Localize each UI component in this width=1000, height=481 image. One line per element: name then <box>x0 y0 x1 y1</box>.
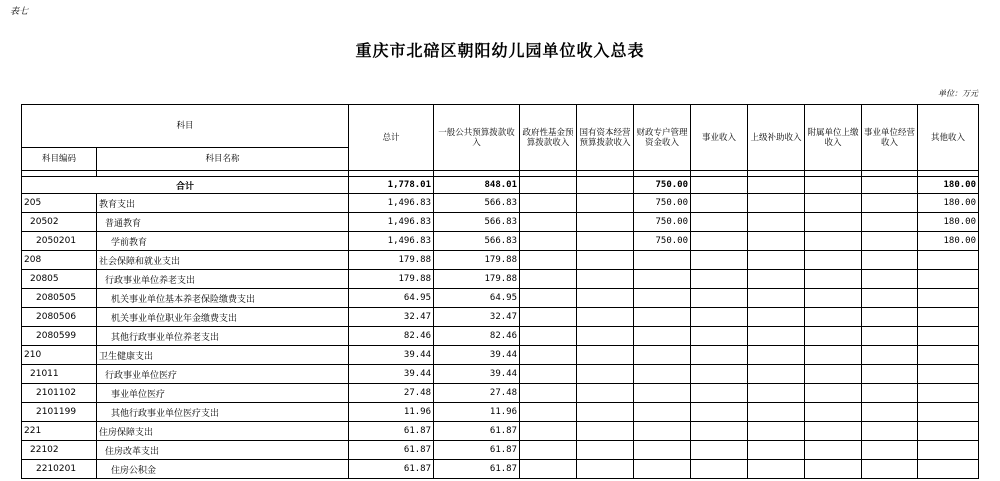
cell-general-budget: 11.96 <box>434 403 520 422</box>
cell-name: 事业单位医疗 <box>97 384 349 403</box>
cell-fiscal-special: 750.00 <box>634 232 691 251</box>
cell-gov-fund <box>520 213 577 232</box>
cell-gov-fund <box>520 403 577 422</box>
cell-name: 普通教育 <box>97 213 349 232</box>
total-state-capital <box>577 177 634 194</box>
cell-fiscal-special <box>634 346 691 365</box>
cell-gov-fund <box>520 327 577 346</box>
cell-name: 住房改革支出 <box>97 441 349 460</box>
cell-name: 机关事业单位职业年金缴费支出 <box>97 308 349 327</box>
cell-other <box>918 289 979 308</box>
cell-fiscal-special <box>634 460 691 479</box>
cell-business <box>691 270 748 289</box>
cell-state-capital <box>577 194 634 213</box>
total-general-budget: 848.01 <box>434 177 520 194</box>
cell-total: 27.48 <box>349 384 434 403</box>
header-subject: 科目 <box>22 105 349 148</box>
cell-fiscal-special <box>634 365 691 384</box>
cell-gov-fund <box>520 384 577 403</box>
cell-superior-subsidy <box>748 194 805 213</box>
total-fiscal-special: 750.00 <box>634 177 691 194</box>
cell-fiscal-special <box>634 403 691 422</box>
cell-name: 其他行政事业单位医疗支出 <box>97 403 349 422</box>
total-label: 合计 <box>22 177 349 194</box>
income-table <box>21 104 979 479</box>
cell-fiscal-special <box>634 289 691 308</box>
cell-state-capital <box>577 365 634 384</box>
cell-fiscal-special: 750.00 <box>634 194 691 213</box>
total-other: 180.00 <box>918 177 979 194</box>
cell-code: 208 <box>22 251 97 270</box>
cell-gov-fund <box>520 289 577 308</box>
cell-name: 行政事业单位医疗 <box>97 365 349 384</box>
cell-other <box>918 441 979 460</box>
cell-fiscal-special <box>634 384 691 403</box>
cell-code: 2080505 <box>22 289 97 308</box>
cell-code: 221 <box>22 422 97 441</box>
cell-state-capital <box>577 403 634 422</box>
cell-state-capital <box>577 346 634 365</box>
cell-total: 82.46 <box>349 327 434 346</box>
cell-state-capital <box>577 384 634 403</box>
header-affiliated: 附属单位上缴收入 <box>805 105 862 171</box>
header-fiscal-special: 财政专户管理资金收入 <box>634 105 691 171</box>
cell-business <box>691 213 748 232</box>
total-row <box>22 177 979 194</box>
cell-affiliated <box>805 422 862 441</box>
cell-business-operation <box>862 403 918 422</box>
total-business <box>691 177 748 194</box>
cell-general-budget: 61.87 <box>434 422 520 441</box>
cell-state-capital <box>577 251 634 270</box>
cell-business-operation <box>862 346 918 365</box>
cell-fiscal-special <box>634 422 691 441</box>
table-row <box>22 270 979 289</box>
unit-label: 单位：万元 <box>938 89 978 98</box>
cell-name: 行政事业单位养老支出 <box>97 270 349 289</box>
cell-gov-fund <box>520 460 577 479</box>
cell-fiscal-special <box>634 441 691 460</box>
cell-total: 1,496.83 <box>349 232 434 251</box>
cell-superior-subsidy <box>748 403 805 422</box>
cell-affiliated <box>805 346 862 365</box>
cell-superior-subsidy <box>748 460 805 479</box>
cell-other <box>918 346 979 365</box>
cell-code: 22102 <box>22 441 97 460</box>
cell-total: 39.44 <box>349 346 434 365</box>
cell-business <box>691 194 748 213</box>
cell-business-operation <box>862 270 918 289</box>
cell-business <box>691 441 748 460</box>
cell-business <box>691 460 748 479</box>
cell-other <box>918 384 979 403</box>
cell-affiliated <box>805 384 862 403</box>
cell-business <box>691 232 748 251</box>
cell-business <box>691 308 748 327</box>
cell-general-budget: 32.47 <box>434 308 520 327</box>
header-other: 其他收入 <box>918 105 979 171</box>
table-number-label: 表七 <box>10 7 29 17</box>
cell-state-capital <box>577 327 634 346</box>
header-name: 科目名称 <box>97 148 349 171</box>
cell-general-budget: 61.87 <box>434 460 520 479</box>
cell-code: 2101102 <box>22 384 97 403</box>
cell-affiliated <box>805 270 862 289</box>
cell-business-operation <box>862 289 918 308</box>
cell-gov-fund <box>520 365 577 384</box>
header-general-budget: 一般公共预算拨款收入 <box>434 105 520 171</box>
cell-gov-fund <box>520 232 577 251</box>
cell-gov-fund <box>520 346 577 365</box>
cell-state-capital <box>577 213 634 232</box>
cell-other <box>918 365 979 384</box>
cell-affiliated <box>805 403 862 422</box>
cell-general-budget: 179.88 <box>434 270 520 289</box>
cell-state-capital <box>577 289 634 308</box>
cell-business-operation <box>862 441 918 460</box>
cell-superior-subsidy <box>748 232 805 251</box>
cell-business <box>691 365 748 384</box>
cell-name: 住房保障支出 <box>97 422 349 441</box>
cell-total: 32.47 <box>349 308 434 327</box>
cell-gov-fund <box>520 422 577 441</box>
cell-gov-fund <box>520 441 577 460</box>
cell-other: 180.00 <box>918 194 979 213</box>
cell-fiscal-special <box>634 327 691 346</box>
table-row <box>22 365 979 384</box>
cell-superior-subsidy <box>748 422 805 441</box>
cell-general-budget: 82.46 <box>434 327 520 346</box>
table-row <box>22 346 979 365</box>
cell-name: 教育支出 <box>97 194 349 213</box>
total-superior-subsidy <box>748 177 805 194</box>
cell-code: 2080506 <box>22 308 97 327</box>
cell-affiliated <box>805 213 862 232</box>
header-business-operation: 事业单位经营收入 <box>862 105 918 171</box>
table-row <box>22 441 979 460</box>
cell-affiliated <box>805 232 862 251</box>
cell-name: 卫生健康支出 <box>97 346 349 365</box>
table-row <box>22 403 979 422</box>
cell-state-capital <box>577 441 634 460</box>
total-business-operation <box>862 177 918 194</box>
cell-gov-fund <box>520 270 577 289</box>
table-row <box>22 384 979 403</box>
header-gov-fund: 政府性基金预算拨款收入 <box>520 105 577 171</box>
cell-superior-subsidy <box>748 270 805 289</box>
table-row <box>22 422 979 441</box>
cell-affiliated <box>805 365 862 384</box>
cell-name: 其他行政事业单位养老支出 <box>97 327 349 346</box>
header-superior-subsidy: 上级补助收入 <box>748 105 805 171</box>
cell-other: 180.00 <box>918 213 979 232</box>
table-row <box>22 327 979 346</box>
cell-fiscal-special <box>634 270 691 289</box>
cell-general-budget: 566.83 <box>434 213 520 232</box>
cell-general-budget: 566.83 <box>434 232 520 251</box>
cell-code: 20502 <box>22 213 97 232</box>
cell-total: 179.88 <box>349 270 434 289</box>
cell-state-capital <box>577 270 634 289</box>
cell-affiliated <box>805 251 862 270</box>
cell-code: 2101199 <box>22 403 97 422</box>
cell-code: 205 <box>22 194 97 213</box>
table-row <box>22 289 979 308</box>
cell-business-operation <box>862 327 918 346</box>
cell-gov-fund <box>520 308 577 327</box>
cell-fiscal-special: 750.00 <box>634 213 691 232</box>
cell-other <box>918 308 979 327</box>
cell-superior-subsidy <box>748 384 805 403</box>
header-state-capital: 国有资本经营预算拨款收入 <box>577 105 634 171</box>
table-row <box>22 232 979 251</box>
cell-state-capital <box>577 460 634 479</box>
cell-total: 1,496.83 <box>349 194 434 213</box>
header-code: 科目编码 <box>22 148 97 171</box>
cell-fiscal-special <box>634 308 691 327</box>
cell-business-operation <box>862 194 918 213</box>
table-row <box>22 460 979 479</box>
cell-code: 2080599 <box>22 327 97 346</box>
cell-superior-subsidy <box>748 327 805 346</box>
cell-code: 2050201 <box>22 232 97 251</box>
cell-general-budget: 39.44 <box>434 346 520 365</box>
cell-business <box>691 327 748 346</box>
cell-general-budget: 27.48 <box>434 384 520 403</box>
cell-total: 61.87 <box>349 422 434 441</box>
cell-general-budget: 179.88 <box>434 251 520 270</box>
table-row <box>22 213 979 232</box>
table-row <box>22 251 979 270</box>
header-total: 总计 <box>349 105 434 171</box>
table-row <box>22 308 979 327</box>
cell-total: 1,496.83 <box>349 213 434 232</box>
cell-business <box>691 251 748 270</box>
cell-total: 64.95 <box>349 289 434 308</box>
cell-code: 21011 <box>22 365 97 384</box>
cell-name: 机关事业单位基本养老保险缴费支出 <box>97 289 349 308</box>
cell-business-operation <box>862 251 918 270</box>
cell-other <box>918 327 979 346</box>
cell-code: 210 <box>22 346 97 365</box>
cell-other <box>918 460 979 479</box>
cell-affiliated <box>805 327 862 346</box>
cell-affiliated <box>805 289 862 308</box>
cell-gov-fund <box>520 194 577 213</box>
cell-business <box>691 346 748 365</box>
cell-superior-subsidy <box>748 213 805 232</box>
cell-fiscal-special <box>634 251 691 270</box>
cell-general-budget: 64.95 <box>434 289 520 308</box>
table-row <box>22 194 979 213</box>
header-business: 事业收入 <box>691 105 748 171</box>
cell-total: 11.96 <box>349 403 434 422</box>
cell-superior-subsidy <box>748 346 805 365</box>
cell-other <box>918 403 979 422</box>
cell-other <box>918 422 979 441</box>
cell-total: 39.44 <box>349 365 434 384</box>
cell-general-budget: 566.83 <box>434 194 520 213</box>
cell-business-operation <box>862 422 918 441</box>
cell-total: 179.88 <box>349 251 434 270</box>
cell-state-capital <box>577 308 634 327</box>
cell-name: 住房公积金 <box>97 460 349 479</box>
cell-superior-subsidy <box>748 251 805 270</box>
cell-business-operation <box>862 213 918 232</box>
cell-other: 180.00 <box>918 232 979 251</box>
cell-affiliated <box>805 460 862 479</box>
cell-total: 61.87 <box>349 460 434 479</box>
total-total: 1,778.01 <box>349 177 434 194</box>
cell-affiliated <box>805 441 862 460</box>
cell-business <box>691 403 748 422</box>
cell-business-operation <box>862 384 918 403</box>
cell-affiliated <box>805 194 862 213</box>
cell-business-operation <box>862 365 918 384</box>
cell-affiliated <box>805 308 862 327</box>
cell-business <box>691 289 748 308</box>
cell-name: 学前教育 <box>97 232 349 251</box>
cell-total: 61.87 <box>349 441 434 460</box>
cell-business <box>691 384 748 403</box>
cell-other <box>918 270 979 289</box>
cell-code: 2210201 <box>22 460 97 479</box>
cell-business-operation <box>862 460 918 479</box>
cell-superior-subsidy <box>748 289 805 308</box>
cell-code: 20805 <box>22 270 97 289</box>
cell-superior-subsidy <box>748 365 805 384</box>
cell-state-capital <box>577 422 634 441</box>
total-affiliated <box>805 177 862 194</box>
cell-business-operation <box>862 308 918 327</box>
cell-general-budget: 61.87 <box>434 441 520 460</box>
cell-business <box>691 422 748 441</box>
page-title: 重庆市北碚区朝阳幼儿园单位收入总表 <box>355 41 645 60</box>
cell-superior-subsidy <box>748 308 805 327</box>
total-gov-fund <box>520 177 577 194</box>
cell-superior-subsidy <box>748 441 805 460</box>
cell-business-operation <box>862 232 918 251</box>
cell-general-budget: 39.44 <box>434 365 520 384</box>
cell-state-capital <box>577 232 634 251</box>
cell-gov-fund <box>520 251 577 270</box>
cell-name: 社会保障和就业支出 <box>97 251 349 270</box>
cell-other <box>918 251 979 270</box>
